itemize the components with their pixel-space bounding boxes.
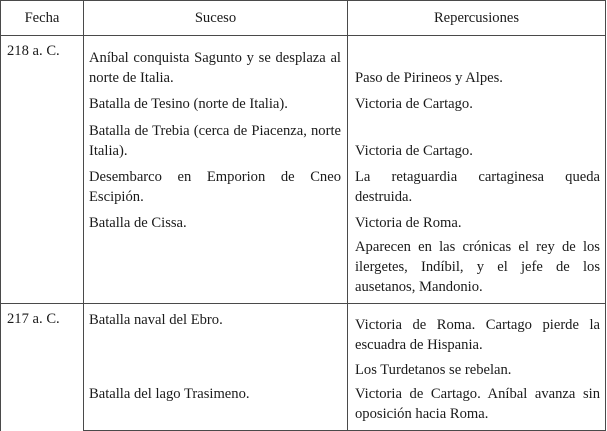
table-row: [1, 380, 606, 431]
header-consequence: Repercusiones: [348, 1, 606, 36]
consequence-cell: Victoria de Cartago.: [348, 114, 606, 161]
consequence-cell: Paso de Pirineos y Alpes.: [348, 36, 606, 88]
consequence-cell: Los Turdetanos se rebelan.: [348, 355, 606, 380]
event-cell: [84, 233, 348, 304]
consequence-cell: Aparecen en las crónicas el rey de los ilergetes, Indíbil, y el jefe de los ausetanos, Mandonio.: [348, 233, 606, 304]
event-cell: Batalla de Tesino (norte de Italia).: [84, 88, 348, 114]
consequence-cell: Victoria de Roma. Cartago pierde la escuadra de Hispania.: [348, 303, 606, 355]
event-cell: Batalla naval del Ebro.: [84, 303, 348, 355]
table-row: [1, 161, 606, 207]
table-row: [1, 303, 606, 355]
consequence-cell: Victoria de Roma.: [348, 207, 606, 233]
event-cell: Desembarco en Emporion de Cneo Escipión.: [84, 161, 348, 207]
event-cell: Aníbal conquista Sagunto y se desplaza al norte de Italia.: [84, 36, 348, 88]
event-cell: [84, 355, 348, 380]
event-cell: Batalla del lago Trasimeno.: [84, 380, 348, 431]
event-cell: Batalla de Trebia (cerca de Piacenza, norte Italia).: [84, 114, 348, 161]
table-row: [1, 114, 606, 161]
table-row: [1, 355, 606, 380]
consequence-cell: Victoria de Cartago. Aníbal avanza sin oposición hacia Roma.: [348, 380, 606, 431]
event-cell: Batalla de Cissa.: [84, 207, 348, 233]
consequence-cell: La retaguardia cartaginesa queda destruida.: [348, 161, 606, 207]
header-date: Fecha: [1, 1, 84, 36]
consequence-cell: Victoria de Cartago.: [348, 88, 606, 114]
date-cell: 217 a. C.: [1, 303, 84, 431]
table-row: [1, 233, 606, 304]
header-event: Suceso: [84, 1, 348, 36]
table-row: [1, 36, 606, 88]
date-cell: 218 a. C.: [1, 36, 84, 304]
table-row: [1, 88, 606, 114]
table-row: [1, 207, 606, 233]
header-row: [1, 1, 606, 36]
